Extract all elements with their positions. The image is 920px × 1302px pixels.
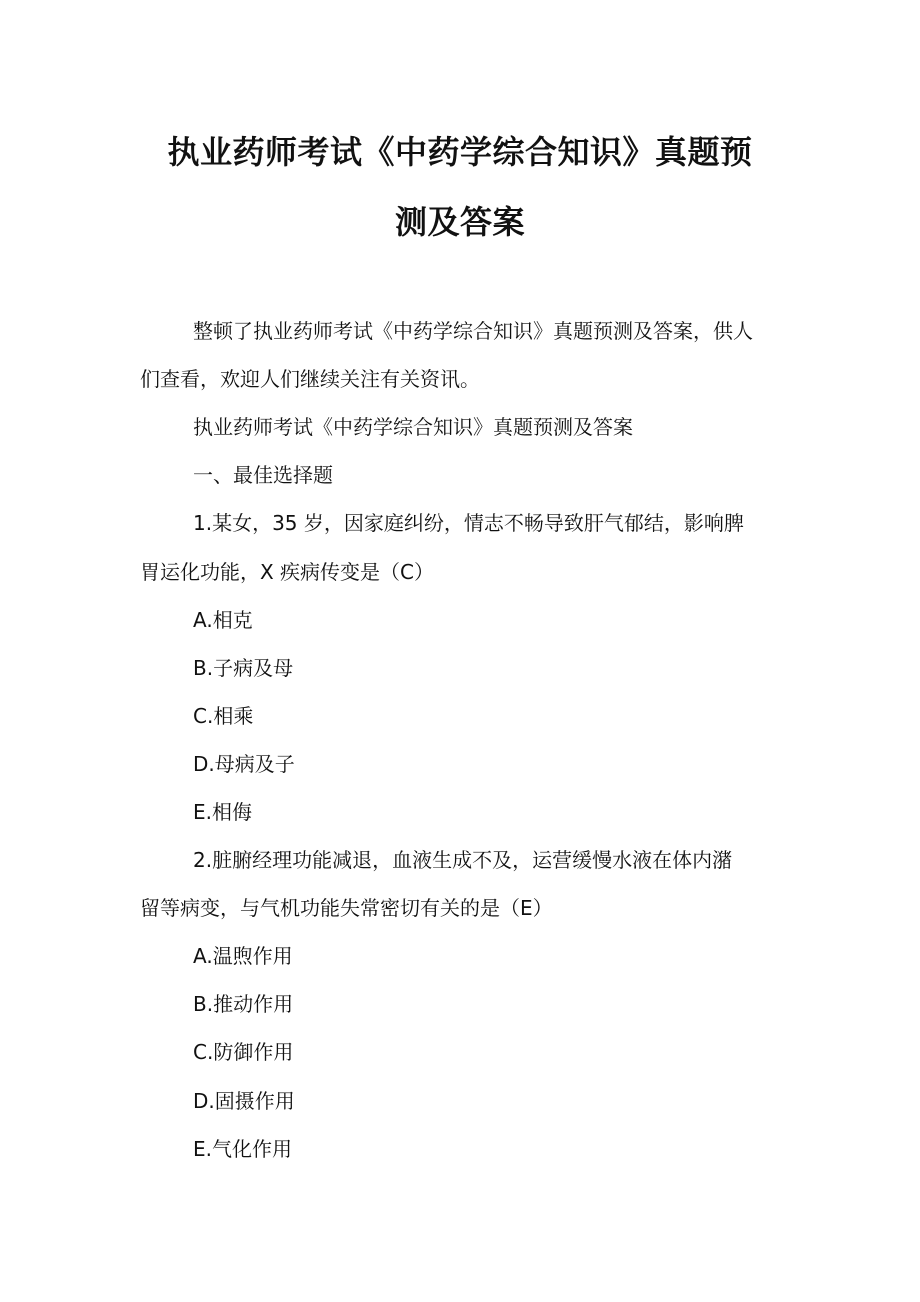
question-2-option-e: E.气化作用 [193,1137,292,1161]
question-2-option-b: B.推动作用 [193,992,294,1016]
question-2-stem-line-1: 2.脏腑经理功能减退，血液生成不及，运营缓慢水液在体内潴 [193,848,733,872]
intro-paragraph-line-1: 整顿了执业药师考试《中药学综合知识》真题预测及答案，供人 [193,319,753,343]
question-1-option-b: B.子病及母 [193,656,294,680]
subtitle: 执业药师考试《中药学综合知识》真题预测及答案 [193,415,633,439]
document-title-line-1: 执业药师考试《中药学综合知识》真题预 [167,133,753,171]
section-heading: 一、最佳选择题 [193,463,333,487]
question-2-option-d: D.固摄作用 [193,1089,295,1113]
question-1-stem-line-2: 胃运化功能，X 疾病传变是（C） [140,560,435,584]
question-1-option-d: D.母病及子 [193,752,295,776]
question-1-stem-line-1: 1.某女，35 岁，因家庭纠纷，情志不畅导致肝气郁结，影响脾 [193,511,744,535]
question-2-option-a: A.温煦作用 [193,944,293,968]
question-1-option-c: C.相乘 [193,704,254,728]
question-2-option-c: C.防御作用 [193,1040,294,1064]
document-title-line-2: 测及答案 [394,203,525,241]
question-1-option-e: E.相侮 [193,800,252,824]
intro-paragraph-line-2: 们查看，欢迎人们继续关注有关资讯。 [140,367,480,391]
question-1-option-a: A.相克 [193,608,253,632]
question-2-stem-line-2: 留等病变，与气机功能失常密切有关的是（E） [140,896,553,920]
